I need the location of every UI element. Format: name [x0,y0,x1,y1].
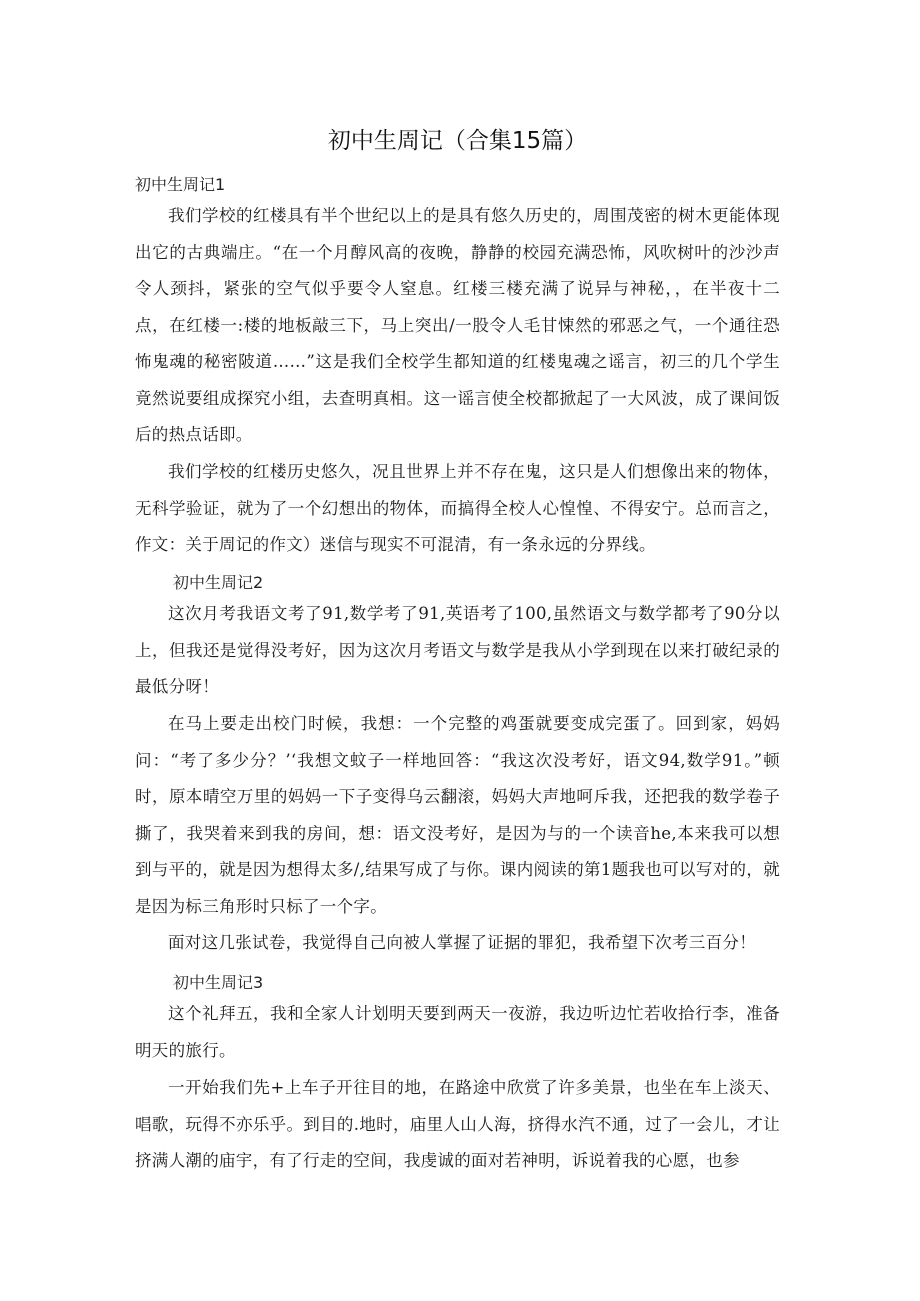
paragraph: 一开始我们先+上车子开往目的地，在路途中欣赏了许多美景，也坐在车上淡天、唱歌，玩得不亦乐乎。到目的.地时，庙里人山人海，挤得水汽不通，过了一会儿，才让挤满人潮的庙宇，有了行走的空间，我虔诚的面对若神明，诉说着我的心愿，也参 [135,1078,780,1170]
paragraph: 面对这几张试卷，我觉得自己向被人掌握了证据的罪犯，我希望下次考三百分！ [168,933,756,952]
section-heading-2: 初中生周记2 [173,573,264,592]
paragraph: 在马上要走出校门时候，我想：一个完整的鸡蛋就要变成完蛋了。回到家，妈妈问：“考了多少分？’‘我想文蚊子一样地回答：“我这次没考好，语文94,数学91。”顿时，原本晴空万里的妈妈一下子变得乌云翻滚，妈妈大声地呵斥我，还把我的数学卷子撕了，我哭着来到我的房间，想：语文没考好，是因为与的一个读音he,本来我可以想到与平的，就是因为想得太多/,结果写成了与你。课内阅读的第1题我也可以写对的，就是因为标三角形时只标了一个字。 [135,714,780,916]
paragraph: 这次月考我语文考了91,数学考了91,英语考了100,虽然语文与数学都考了90分以上，但我还是觉得没考好，因为这次月考语文与数学是我从小学到现在以来打破纪录的最低分呀！ [135,604,780,696]
section-heading-3: 初中生周记3 [173,973,264,992]
paragraph: 我们学校的红楼具有半个世纪以上的是具有悠久历史的，周围茂密的树木更能体现出它的古典端庄。“在一个月醇风高的夜晚，静静的校园充满恐怖，风吹树叶的沙沙声令人颈抖，紧张的空气似乎要令人窒息。红楼三楼充满了说异与神秘，，在半夜十二点，在红楼一:楼的地板敲三下，马上突出/一股令人毛甘悚然的邪恶之气，一个通往恐怖鬼魂的秘密陂道……”这是我们全校学生都知道的红楼鬼魂之谣言，初三的几个学生竟然说要组成探究小组，去查明真相。这一谣言使全校都掀起了一大风波，成了课间饭后的热点话即。 [135,206,780,444]
paragraph: 这个礼拜五，我和全家人计划明天要到两天一夜游，我边听边忙若收拾行李，准备明天的旅行。 [135,1004,780,1060]
paragraph: 我们学校的红楼历史悠久，况且世界上并不存在鬼，这只是人们想像出来的物体，无科学验证，就为了一个幻想出的物体，而搞得全校人心惶惶、不得安宁。总而言之，作文：关于周记的作文）迷信与现实不可混清，有一条永远的分界线。 [135,462,780,554]
section-heading-1: 初中生周记1 [135,175,226,194]
document-title: 初中生周记（合集15篇） [327,128,588,154]
